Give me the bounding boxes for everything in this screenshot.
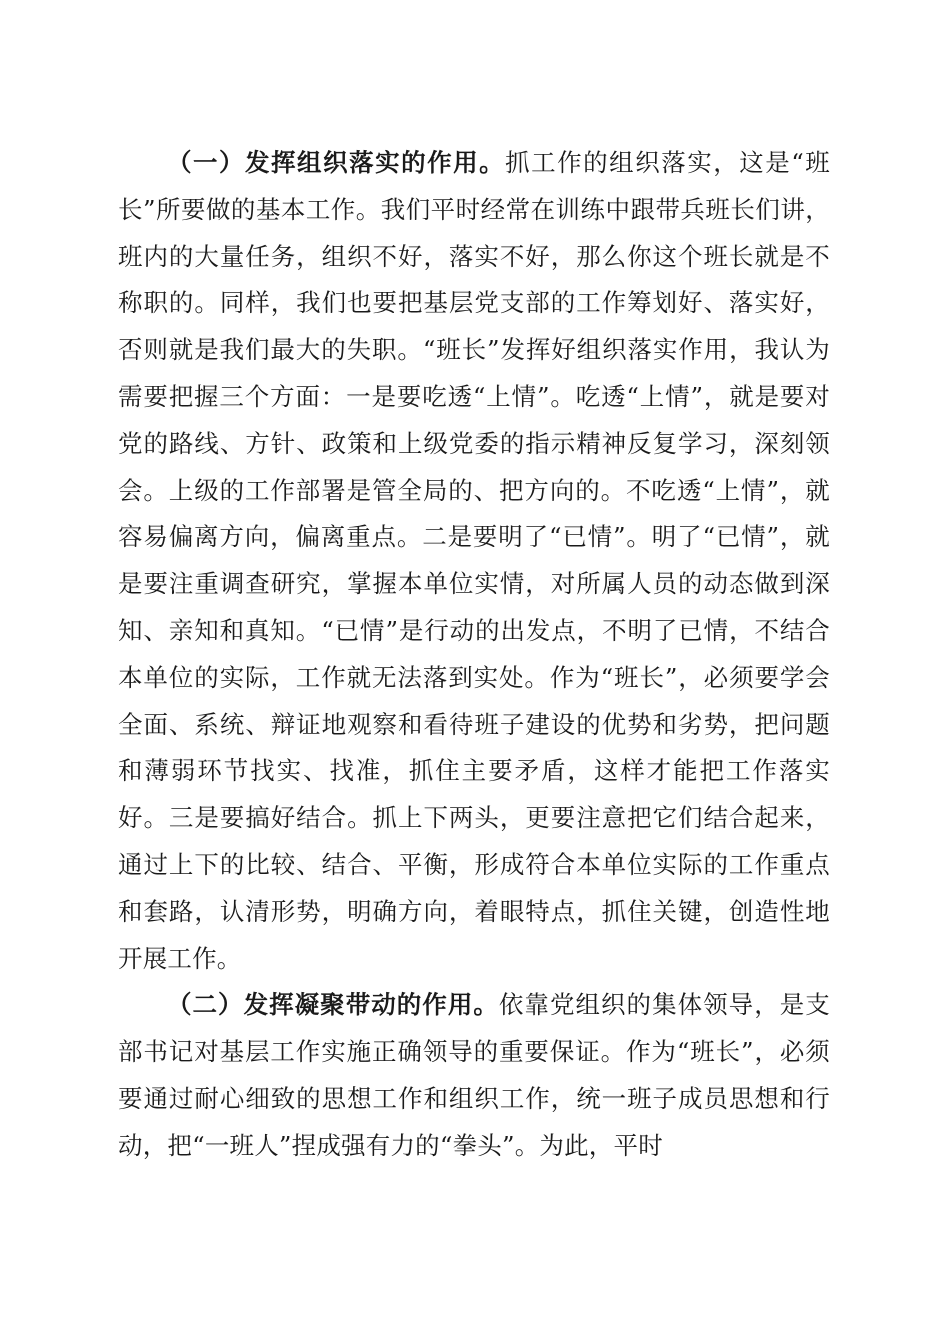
paragraph-2: [118, 982, 830, 1169]
paragraph-2-heading: （二）发挥凝聚带动的作用。: [167, 990, 499, 1020]
document-body: [118, 140, 830, 1170]
paragraph-1-body: 抓工作的组织落实，这是“班长”所要做的基本工作。我们平时经常在训练中跟带兵班长们讲，班内的大量任务，组织不好，落实不好，那么你这个班长就是不称职的。同样，我们也要把基层党支部的工作筹划好、落实好，否则就是我们最大的失职。“班长”发挥好组织落实作用，我认为需要把握三个方面：一是要吃透“上情”。吃透“上情”，就是要对党的路线、方针、政策和上级党委的指示精神反复学习，深刻领会。上级的工作部署是管全局的、把方向的。不吃透“上情”，就容易偏离方向，偏离重点。二是要明了“已情”。明了“已情”，就是要注重调查研究，掌握本单位实情，对所属人员的动态做到深知、亲知和真知。“已情”是行动的出发点，不明了已情，不结合本单位的实际，工作就无法落到实处。作为“班长”，必须要学会全面、系统、辩证地观察和看待班子建设的优势和劣势，把问题和薄弱环节找实、找准，抓住主要矛盾，这样才能把工作落实好。三是要搞好结合。抓上下两头，更要注意把它们结合起来，通过上下的比较、结合、平衡，形成符合本单位实际的工作重点和套路，认清形势，明确方向，着眼特点，抓住关键，创造性地开展工作。: [118, 148, 830, 973]
paragraph-1: [118, 140, 830, 982]
paragraph-2-body: 依靠党组织的集体领导，是支部书记对基层工作实施正确领导的重要保证。作为“班长”，必须要通过耐心细致的思想工作和组织工作，统一班子成员思想和行动，把“一班人”捏成强有力的“拳头”。为此，平时: [118, 990, 830, 1160]
paragraph-1-heading: （一）发挥组织落实的作用。: [167, 148, 506, 177]
